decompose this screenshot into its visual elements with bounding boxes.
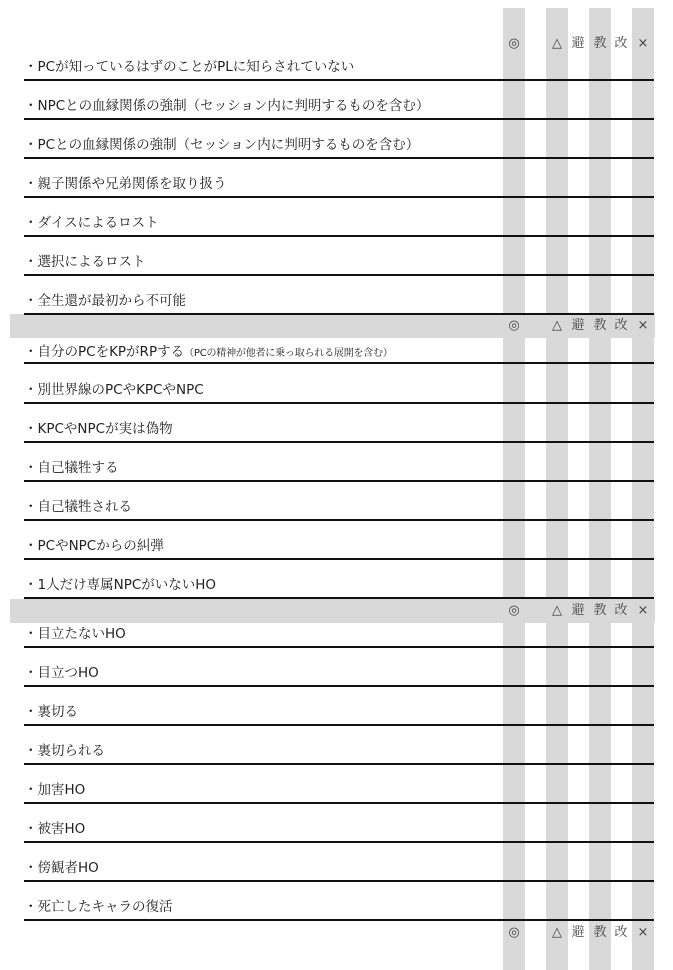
header-modify: 改 — [614, 925, 628, 940]
header-cross: × — [637, 318, 649, 333]
header-avoid: 避 — [571, 318, 585, 333]
header-teach: 教 — [593, 925, 607, 940]
row-divider — [24, 724, 654, 726]
list-item: ・ダイスによるロスト — [24, 215, 159, 231]
row-divider — [24, 480, 654, 482]
header-avoid: 避 — [571, 925, 585, 940]
row-divider — [24, 919, 654, 921]
row-divider — [24, 519, 654, 521]
header-teach: 教 — [593, 36, 607, 51]
header-avoid: 避 — [571, 36, 585, 51]
row-divider — [24, 597, 654, 599]
row-divider — [24, 646, 654, 648]
row-divider — [24, 118, 654, 120]
column-stripe-1 — [503, 8, 525, 970]
list-item: ・裏切る — [24, 704, 78, 720]
list-item: ・全生還が最初から不可能 — [24, 293, 186, 309]
row-divider — [24, 880, 654, 882]
list-item: ・死亡したキャラの復活 — [24, 899, 173, 915]
list-item: ・PCが知っているはずのことがPLに知らされていない — [24, 59, 355, 75]
row-divider — [24, 79, 654, 81]
row-divider — [24, 402, 654, 404]
header-avoid: 避 — [571, 603, 585, 618]
header-triangle: △ — [552, 318, 562, 333]
list-item: ・1人だけ専属NPCがいないHO — [24, 577, 217, 593]
header-triangle: △ — [552, 36, 562, 51]
list-item: ・目立つHO — [24, 665, 99, 681]
header-modify: 改 — [614, 318, 628, 333]
list-item: ・PCとの血縁関係の強制（セッション内に判明するものを含む） — [24, 137, 420, 153]
list-item: ・傍観者HO — [24, 860, 99, 876]
header-double-circle: ◎ — [508, 925, 520, 940]
list-item: ・自己犠牲する — [24, 460, 119, 476]
header-teach: 教 — [593, 603, 607, 618]
row-divider — [24, 235, 654, 237]
list-item: ・親子関係や兄弟関係を取り扱う — [24, 176, 227, 192]
header-teach: 教 — [593, 318, 607, 333]
header-triangle: △ — [552, 925, 562, 940]
list-item-note: （PCの精神が他者に乗っ取られる展開を含む） — [184, 348, 393, 359]
row-divider — [24, 313, 654, 315]
header-double-circle: ◎ — [508, 36, 520, 51]
list-item — [24, 343, 393, 363]
list-item: ・自己犠牲される — [24, 499, 132, 515]
list-item: ・KPCやNPCが実は偽物 — [24, 421, 173, 437]
list-item: ・選択によるロスト — [24, 254, 146, 270]
list-item-text: ・自分のPCをKPがRPする — [24, 344, 185, 360]
header-triangle: △ — [552, 603, 562, 618]
header-modify: 改 — [614, 603, 628, 618]
row-divider — [24, 802, 654, 804]
header-cross: × — [637, 603, 649, 618]
header-cross: × — [637, 36, 649, 51]
header-double-circle: ◎ — [508, 603, 520, 618]
row-divider — [24, 841, 654, 843]
row-divider — [24, 157, 654, 159]
list-item: ・目立たないHO — [24, 626, 126, 642]
row-divider — [24, 441, 654, 443]
column-stripe-2 — [546, 8, 568, 970]
header-modify: 改 — [614, 36, 628, 51]
list-item: ・裏切られる — [24, 743, 105, 759]
list-item: ・PCやNPCからの糾弾 — [24, 538, 164, 554]
header-cross: × — [637, 925, 649, 940]
header-double-circle: ◎ — [508, 318, 520, 333]
row-divider — [24, 196, 654, 198]
row-divider — [24, 558, 654, 560]
list-item: ・別世界線のPCやKPCやNPC — [24, 382, 204, 398]
list-item: ・被害HO — [24, 821, 86, 837]
column-stripe-3 — [589, 8, 611, 970]
column-stripe-4 — [632, 8, 654, 970]
list-item: ・NPCとの血縁関係の強制（セッション内に判明するものを含む） — [24, 98, 430, 114]
row-divider — [24, 763, 654, 765]
row-divider — [24, 685, 654, 687]
row-divider — [24, 362, 654, 364]
row-divider — [24, 274, 654, 276]
list-item: ・加害HO — [24, 782, 86, 798]
